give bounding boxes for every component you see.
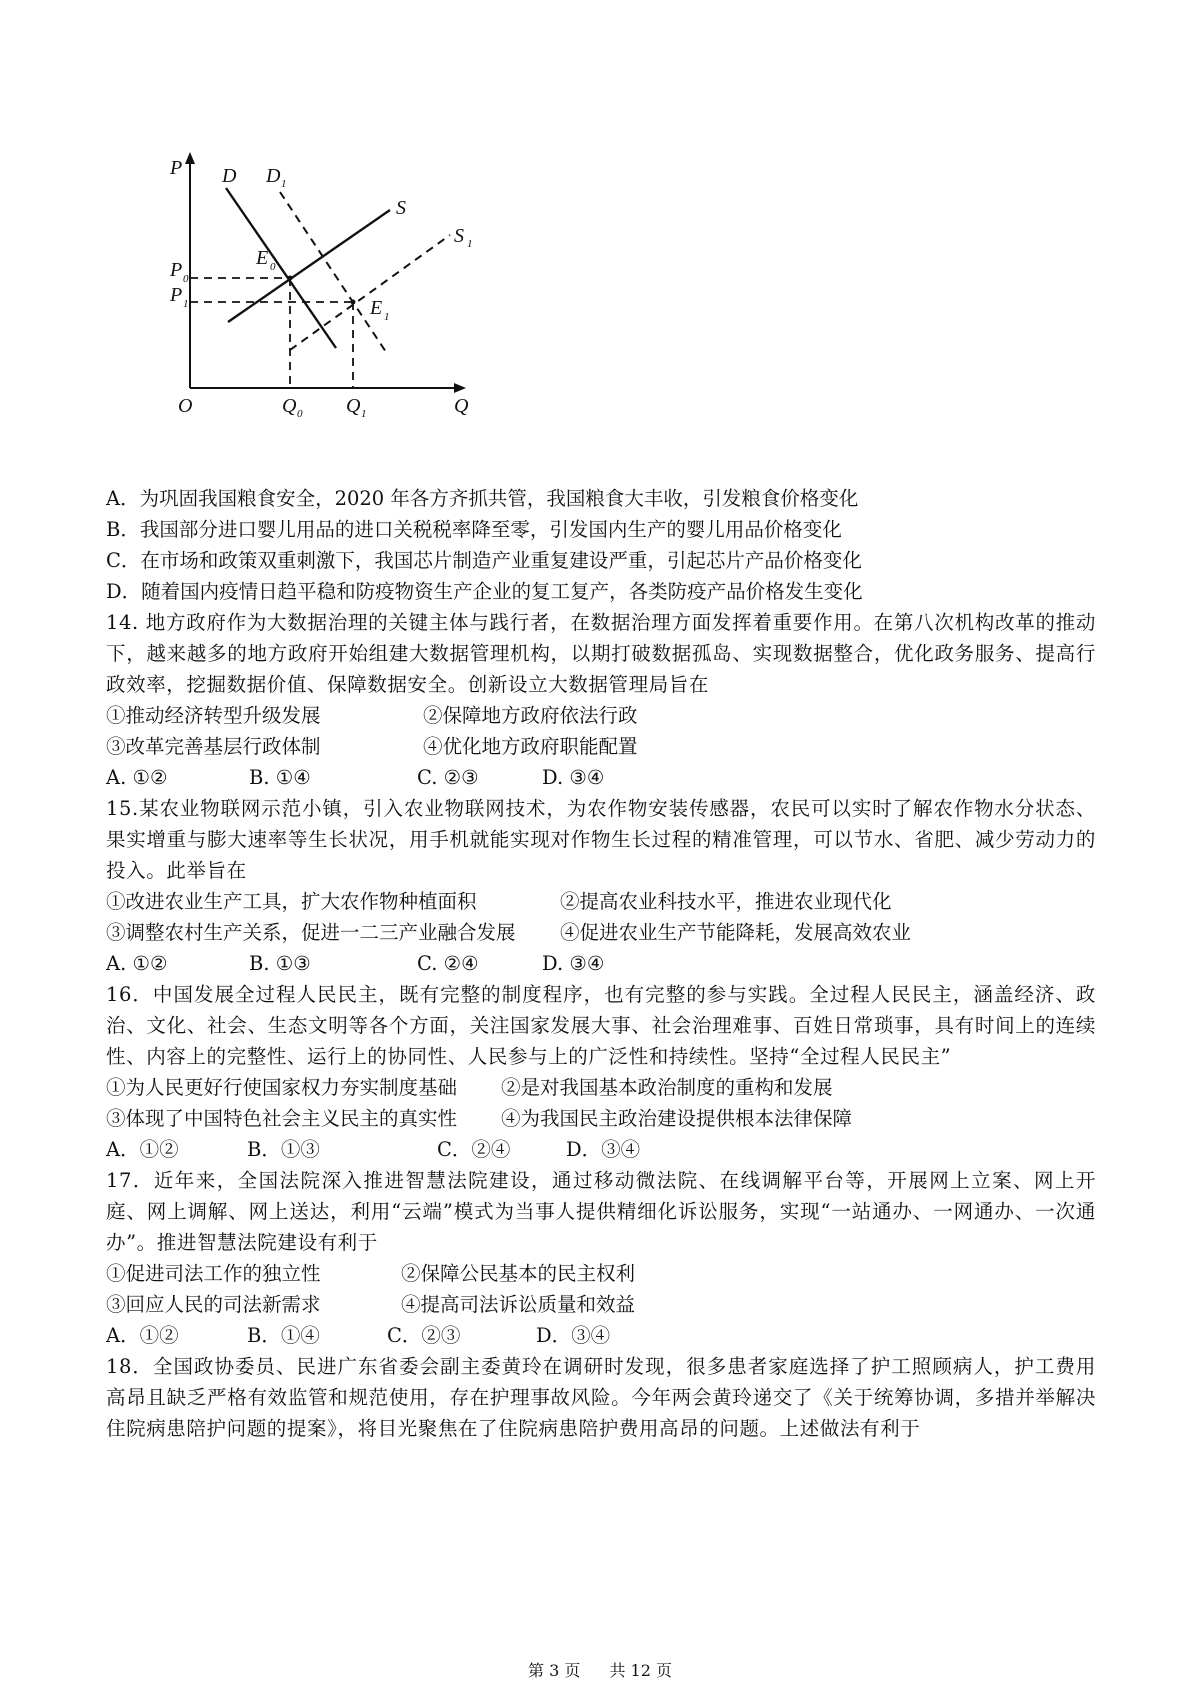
q16-answer-a: A．①② [106,1138,179,1161]
q17-statement-1: ①促进司法工作的独立性 [106,1262,321,1285]
q15-answer-b: B. ①③ [249,952,311,975]
label-e1: E [370,297,383,319]
q17-answer-a: A．①② [106,1324,179,1347]
q14-statements-row2 [106,731,1096,762]
page-number: 第 3 页 [528,1661,581,1680]
q17-answer-b: B．①④ [247,1324,320,1347]
equilibrium-e1 [351,300,356,305]
label-d: D [222,165,237,187]
label-p-axis: P [170,157,183,179]
q15-answer-d: D. ③④ [542,952,605,975]
q14-answer-a: A. ①② [106,766,168,789]
q14-answer-c: C. ②③ [417,766,479,789]
supply-curve-s1 [290,235,450,350]
q16-stem: 16．中国发展全过程人民民主，既有完整的制度程序，也有完整的参与实践。全过程人民民主，涵盖经济、政治、文化、社会、生态文明等各个方面，关注国家发展大事、社会治理难事、百姓日常琐事，具有时间上的连续性、内容上的完整性、运行上的协同性、人民参与上的广泛性和持续性。坚持“全过程人民民主” [106,983,1096,1068]
q16-answer-c: C．②④ [437,1138,511,1161]
q15-answer-a: A. ①② [106,952,168,975]
label-s1: S [454,225,464,247]
q15-statement-2: ②提高农业科技水平，推进农业现代化 [560,890,892,913]
q14-answer-b: B. ①④ [249,766,311,789]
supply-demand-diagram [150,150,550,470]
q17-stem: 17．近年来，全国法院深入推进智慧法院建设，通过移动微法院、在线调解平台等，开展网上立案、网上开庭、网上调解、网上送达，利用“云端”模式为当事人提供精细化诉讼服务，实现“一站通办、一网通办、一次通办”。推进智慧法院建设有利于 [106,1169,1096,1254]
q13-option-d: D．随着国内疫情日趋平稳和防疫物资生产企业的复工复产，各类防疫产品价格发生变化 [106,580,863,603]
q13-option-b: B．我国部分进口婴儿用品的进口关税税率降至零，引发国内生产的婴儿用品价格变化 [106,518,842,541]
q13-option-a: A．为巩固我国粮食安全，2020 年各方齐抓共管，我国粮食大丰收，引发粮食价格变化 [106,487,859,510]
q16-statement-3: ③体现了中国特色社会主义民主的真实性 [106,1107,458,1130]
question-content [106,483,1096,1444]
label-q1-sub: 1 [361,408,367,420]
q15-statements-row1 [106,886,1096,917]
q16-statement-4: ④为我国民主政治建设提供根本法律保障 [501,1107,853,1130]
q13-option-c: C．在市场和政策双重刺激下，我国芯片制造产业重复建设严重，引起芯片产品价格变化 [106,549,862,572]
q17-answers [106,1320,1096,1351]
label-d1-sub: 1 [281,178,287,190]
q15-statements-row2 [106,917,1096,948]
q14-statement-1: ①推动经济转型升级发展 [106,704,321,727]
q14-answers [106,762,1096,793]
q16-statement-1: ①为人民更好行使国家权力夯实制度基础 [106,1076,458,1099]
q16-answers [106,1134,1096,1165]
label-q0: Q [282,395,297,417]
q14-statement-3: ③改革完善基层行政体制 [106,735,321,758]
q15-statement-4: ④促进农业生产节能降耗，发展高效农业 [560,921,912,944]
label-s1-sub: 1 [467,238,473,250]
q16-statements-row2 [106,1103,1096,1134]
q17-answer-d: D．③④ [536,1324,611,1347]
q17-answer-c: C．②③ [387,1324,461,1347]
q16-statement-2: ②是对我国基本政治制度的重构和发展 [501,1076,833,1099]
q15-statement-1: ①改进农业生产工具，扩大农作物种植面积 [106,890,477,913]
q17-statement-4: ④提高司法诉讼质量和效益 [401,1293,636,1316]
label-p1-sub: 1 [183,298,189,310]
q15-answer-c: C. ②④ [417,952,479,975]
q15-statement-3: ③调整农村生产关系，促进一二三产业融合发展 [106,921,516,944]
q14-stem: 14. 地方政府作为大数据治理的关键主体与践行者，在数据治理方面发挥着重要作用。在第八次机构改革的推动下，越来越多的地方政府开始组建大数据管理机构，以期打破数据孤岛、实现数据整合，优化政务服务、提高行政效率，挖掘数据价值、保障数据安全。创新设立大数据管理局旨在 [106,611,1096,696]
price-axis-arrow [185,152,195,164]
q14-statement-4: ④优化地方政府职能配置 [423,735,638,758]
label-d1: D [266,165,281,187]
label-e0: E [256,247,269,269]
label-p0-sub: 0 [183,273,189,285]
q16-answer-b: B．①③ [247,1138,320,1161]
label-q1: Q [346,395,361,417]
label-e1-sub: 1 [384,311,390,323]
page-total: 共 12 页 [609,1661,672,1680]
label-origin: O [178,395,193,417]
label-q-axis: Q [454,395,469,417]
q17-statements-row1 [106,1258,1096,1289]
q16-statements-row1 [106,1072,1096,1103]
equilibrium-e0 [288,276,293,281]
q14-answer-d: D. ③④ [542,766,605,789]
q18-stem: 18．全国政协委员、民进广东省委会副主委黄玲在调研时发现，很多患者家庭选择了护工照顾病人，护工费用高昂且缺乏严格有效监管和规范使用，存在护理事故风险。今年两会黄玲递交了《关于统筹协调，多措并举解决住院病患陪护问题的提案》，将目光聚焦在了住院病患陪护费用高昂的问题。上述做法有利于 [106,1355,1096,1440]
quantity-axis-arrow [454,383,466,393]
label-p0: P [170,259,183,281]
label-q0-sub: 0 [297,408,303,420]
q16-answer-d: D．③④ [566,1138,641,1161]
q17-statement-3: ③回应人民的司法新需求 [106,1293,321,1316]
q14-statement-2: ②保障地方政府依法行政 [423,704,638,727]
q15-stem: 15.某农业物联网示范小镇，引入农业物联网技术，为农作物安装传感器，农民可以实时了解农作物水分状态、果实增重与膨大速率等生长状况，用手机就能实现对作物生长过程的精准管理，可以节水、省肥、减少劳动力的投入。此举旨在 [106,797,1096,882]
demand-curve-d [226,188,336,348]
label-s: S [396,197,406,219]
q17-statements-row2 [106,1289,1096,1320]
q15-answers [106,948,1096,979]
q14-statements-row1 [106,700,1096,731]
q17-statement-2: ②保障公民基本的民主权利 [401,1262,636,1285]
label-p1: P [170,284,183,306]
page-footer [0,1658,1200,1681]
label-e0-sub: 0 [270,261,276,273]
